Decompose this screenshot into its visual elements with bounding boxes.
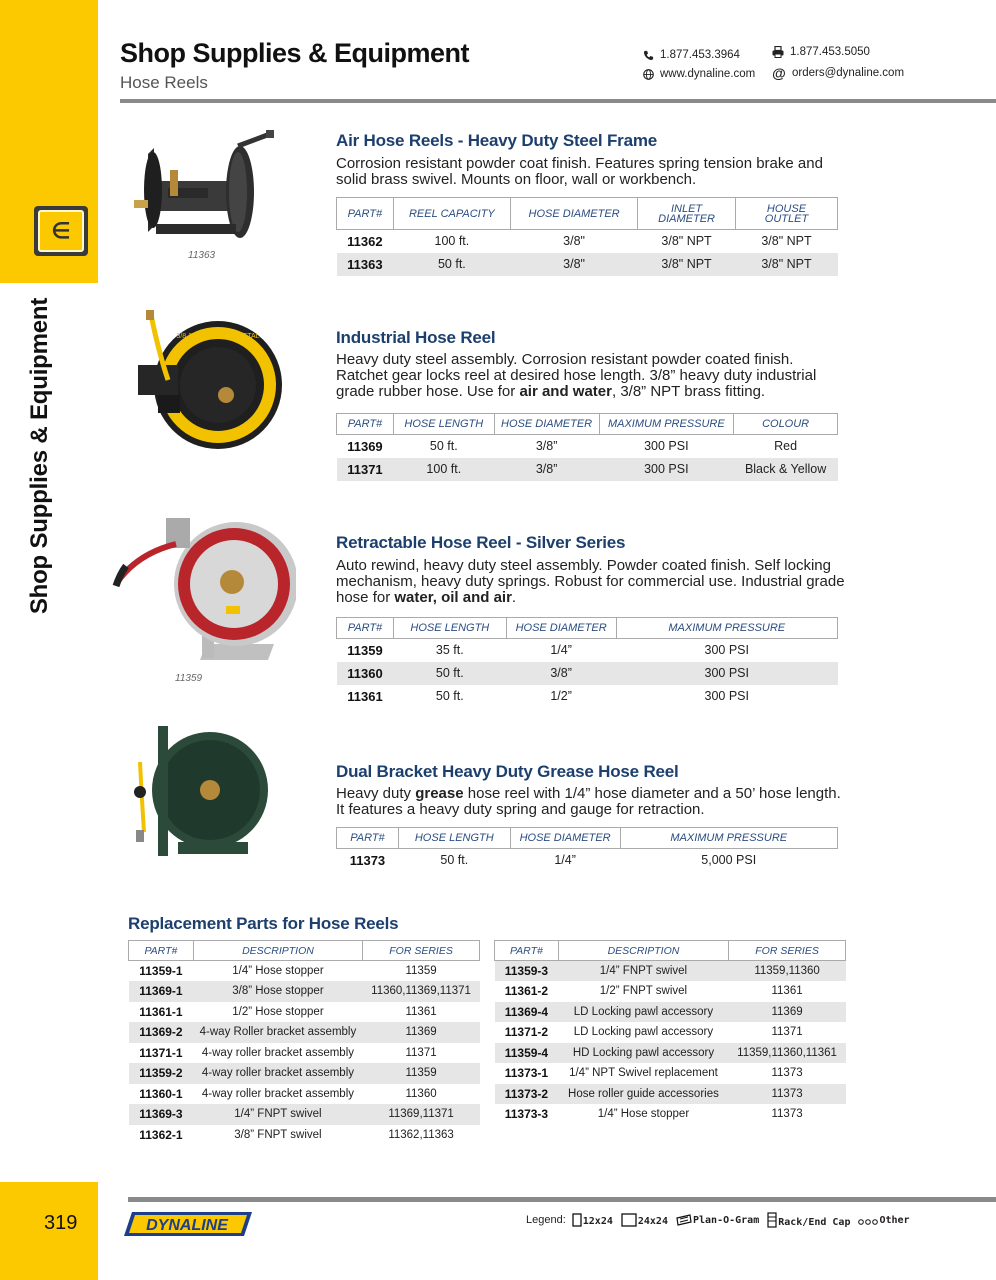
category-logo-icon: ∈: [34, 206, 88, 256]
col-header: HOSE DIAMETER: [511, 198, 638, 230]
col-header: PART#: [337, 828, 399, 849]
col-header: PART#: [337, 198, 394, 230]
table-row: 11359-2 4-way roller bracket assembly 11359: [129, 1063, 480, 1084]
col-header: DESCRIPTION: [193, 941, 362, 961]
table-row: 11371-2 LD Locking pawl accessory 11371: [504, 1025, 803, 1040]
table-row: 11359 35 ft. 1/4” 300 PSI: [347, 642, 749, 658]
image-caption-11363: 11363: [188, 250, 216, 261]
col-header: HOSE DIAMETER: [494, 414, 599, 435]
col-header: MAXIMUM PRESSURE: [616, 618, 837, 639]
col-header: HOSE DIAMETER: [510, 828, 620, 849]
section-title-retractable-hose-reel: Retractable Hose Reel - Silver Series: [336, 533, 626, 552]
table-row: 11369-4 LD Locking pawl accessory 11369: [495, 1002, 846, 1023]
fax-number: 1.877.453.5050: [790, 46, 870, 58]
col-header: DESCRIPTION: [558, 941, 728, 961]
table-row: 11360-1 4-way roller bracket assembly 11360: [139, 1086, 437, 1101]
legend-label: Legend:: [526, 1214, 566, 1226]
table-row: 11373 50 ft. 1/4” 5,000 PSI: [349, 852, 757, 868]
section-desc-industrial-hose-reel: Heavy duty steel assembly. Corrosion resistant powder coated finish. Ratchet gear locks reel at desired hose length. 3/8” heavy duty industrial grade rubber hose. Use for air and water, 3/8” NPT brass fitting.: [336, 351, 817, 400]
legend-item-12x24: 12x24: [572, 1213, 613, 1227]
table-row: 11362-1 3/8” FNPT swivel 11362,11363: [139, 1127, 454, 1142]
page-title: Shop Supplies & Equipment: [120, 38, 470, 68]
col-header: REEL CAPACITY: [393, 198, 510, 230]
table-row: 11359-1 1/4” Hose stopper 11359: [139, 964, 437, 978]
section-desc-retractable-hose-reel: Auto rewind, heavy duty steel assembly. Powder coated finish. Self locking mechanism, heavy duty springs. Robust for commercial use. Industrial grade hose for water, oil and air.: [336, 557, 845, 606]
table-row: 11369-3 1/4” FNPT swivel 11369,11371: [129, 1104, 480, 1125]
header-rule: [120, 99, 996, 103]
legend-item-24x24: 24x24: [621, 1213, 668, 1227]
replacement-parts-table-right: [494, 940, 846, 1125]
website-link[interactable]: www.dynaline.com: [660, 68, 756, 80]
table-row: 11371-1 4-way roller bracket assembly 11371: [139, 1045, 437, 1060]
phone-number: 1.877.453.3964: [660, 49, 740, 61]
reel-label-text: 3/8 100 AIR HOSE METAL: [176, 333, 260, 340]
col-header: HOSE LENGTH: [393, 414, 494, 435]
table-row: 11361-2 1/2” FNPT swivel 11361: [504, 984, 803, 999]
col-header: MAXIMUM PRESSURE: [599, 414, 734, 435]
table-row: 11359-4 HD Locking pawl accessory 11359,11360,11361: [495, 1043, 846, 1064]
col-header: INLET DIAMETER: [638, 198, 736, 230]
col-header: FOR SERIES: [729, 941, 846, 961]
section-title-air-hose-reels: Air Hose Reels - Heavy Duty Steel Frame: [336, 131, 658, 150]
col-header: MAXIMUM PRESSURE: [620, 828, 837, 849]
table-row: 11359-3 1/4” FNPT swivel 11359,11360: [495, 961, 846, 982]
legend-item-other: Other: [858, 1215, 909, 1226]
col-header: HOSE LENGTH: [393, 618, 506, 639]
brand-name: DYNALINE: [146, 1217, 228, 1234]
retractable-hose-reel-image: [106, 514, 296, 674]
footer-rule: [128, 1197, 996, 1202]
industrial-hose-reel-table: [336, 413, 838, 481]
section-title-industrial-hose-reel: Industrial Hose Reel: [336, 328, 496, 347]
col-header: HOUSE OUTLET: [735, 198, 837, 230]
retractable-hose-reel-table: [336, 617, 838, 708]
grease-hose-reel-table: [336, 827, 838, 872]
col-header: PART#: [129, 941, 194, 961]
section-desc-air-hose-reels: Corrosion resistant powder coat finish. Features spring tension brake and solid brass swivel. Mounts on floor, wall or workbench.: [336, 155, 823, 188]
fax-icon: [772, 46, 784, 58]
page-number: 319: [44, 1212, 78, 1234]
col-header: HOSE DIAMETER: [506, 618, 616, 639]
phone-contact: [642, 49, 740, 61]
footer-legend: [526, 1212, 914, 1228]
table-row: 11362 100 ft. 3/8" 3/8" NPT 3/8" NPT: [347, 233, 812, 249]
table-row: 11371 100 ft. 3/8” 300 PSI Black & Yellow: [337, 458, 838, 481]
rack-end-cap-icon: [767, 1212, 777, 1228]
globe-icon: [642, 68, 654, 80]
section-title-grease-hose-reel: Dual Bracket Heavy Duty Grease Hose Reel: [336, 762, 679, 781]
image-caption-11359: 11359: [175, 673, 203, 684]
table-row: 11373-2 Hose roller guide accessories 11373: [495, 1084, 846, 1105]
table-row: 11369 50 ft. 3/8” 300 PSI Red: [347, 438, 798, 454]
table-row: 11373-3 1/4” Hose stopper 11373: [504, 1107, 803, 1122]
section-desc-grease-hose-reel: Heavy duty grease hose reel with 1/4” hose diameter and a 50’ hose length. It features a heavy duty spring and gauge for retraction.: [336, 785, 841, 818]
planogram-icon: [676, 1214, 692, 1226]
website-contact[interactable]: [642, 68, 755, 80]
col-header: COLOUR: [734, 414, 838, 435]
other-dots-icon: [858, 1218, 878, 1226]
shelf-12x24-icon: [572, 1213, 582, 1227]
page-subtitle: Hose Reels: [120, 73, 208, 92]
col-header: PART#: [337, 618, 394, 639]
air-hose-reels-table: [336, 197, 838, 276]
grease-hose-reel-image: [128, 722, 278, 862]
at-sign-icon: @: [772, 65, 786, 81]
table-row: 11369-1 3/8” Hose stopper 11360,11369,11371: [129, 981, 480, 1002]
col-header: FOR SERIES: [363, 941, 480, 961]
industrial-hose-reel-image: [108, 310, 283, 460]
shelf-24x24-icon: [621, 1213, 637, 1227]
table-row: 11361-1 1/2” Hose stopper 11361: [139, 1004, 437, 1019]
phone-icon: [642, 49, 654, 61]
col-header: PART#: [337, 414, 394, 435]
table-row: 11363 50 ft. 3/8" 3/8" NPT 3/8" NPT: [337, 253, 838, 276]
sidebar: ∈ Shop Supplies & Equipment 319: [0, 0, 98, 1280]
table-row: 11369-2 4-way Roller bracket assembly 11369: [129, 1022, 480, 1043]
fax-contact: [772, 46, 870, 58]
col-header: HOSE LENGTH: [398, 828, 510, 849]
legend-item-rack: Rack/End Cap: [767, 1212, 850, 1228]
replacement-parts-title: Replacement Parts for Hose Reels: [128, 914, 399, 933]
replacement-parts-table-left: [128, 940, 480, 1145]
col-header: PART#: [495, 941, 559, 961]
table-row: 11360 50 ft. 3/8” 300 PSI: [337, 662, 838, 685]
air-hose-reel-image: [128, 126, 278, 246]
table-row: 11373-1 1/4” NPT Swivel replacement 11373: [504, 1066, 803, 1081]
legend-item-planogram: Plan-O-Gram: [676, 1214, 759, 1226]
page-number-box: [0, 1182, 98, 1280]
email-link[interactable]: orders@dynaline.com: [792, 67, 905, 79]
email-contact[interactable]: [772, 67, 904, 79]
table-row: 11361 50 ft. 1/2” 300 PSI: [347, 688, 749, 704]
dynaline-logo: [124, 1211, 252, 1237]
